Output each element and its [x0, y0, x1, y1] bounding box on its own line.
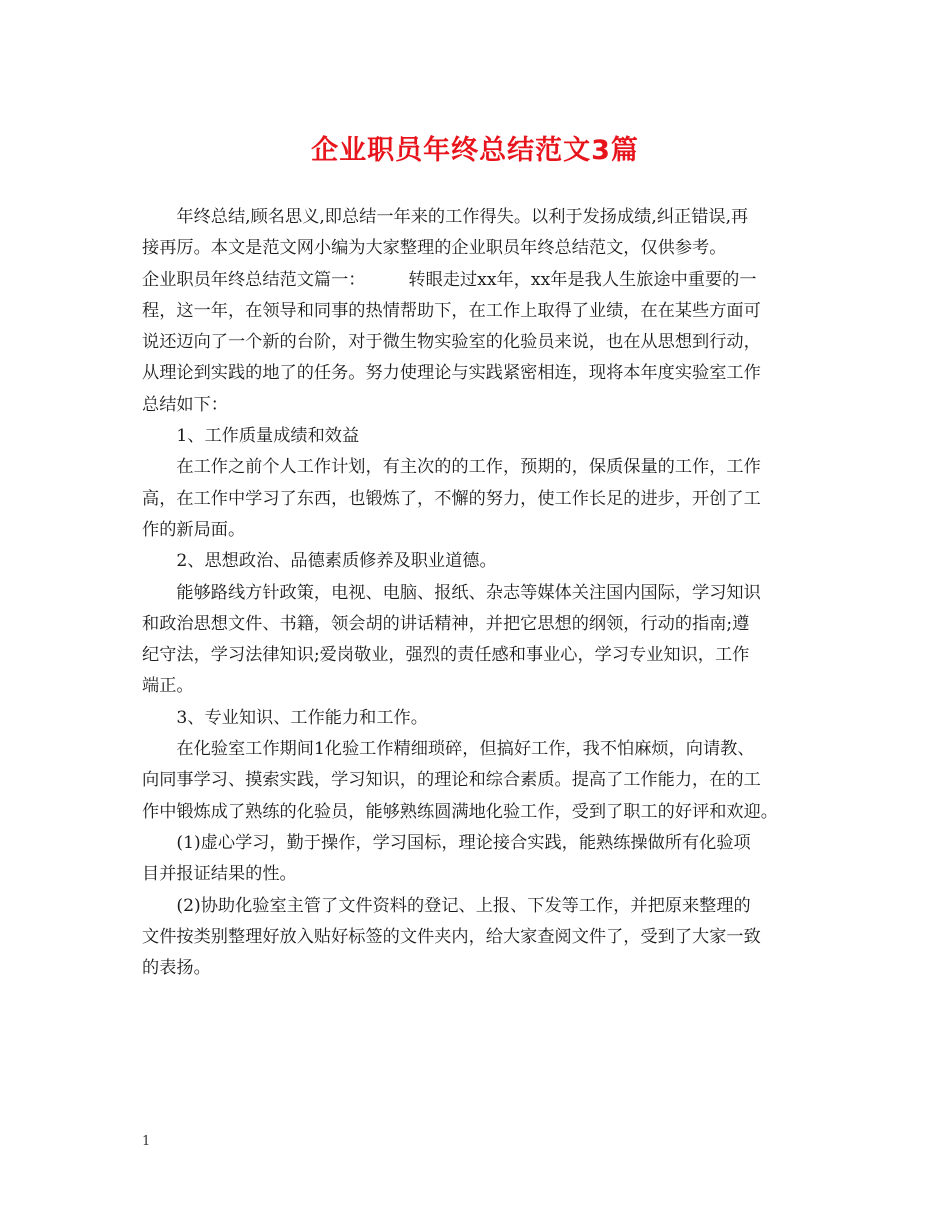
text-line: 程，这一年，在领导和同事的热情帮助下，在工作上取得了业绩，在在某些方面可 — [142, 300, 761, 321]
text-line: 企业职员年终总结范文篇一： 转眼走过xx年，xx年是我人生旅途中重要的一 — [142, 269, 757, 290]
text-line: (1)虚心学习，勤于操作，学习国标，理论接合实践，能熟练操做所有化验项 — [142, 832, 751, 853]
text-line: 目并报证结果的性。 — [142, 864, 297, 885]
text-line: 在工作之前个人工作计划，有主次的的工作，预期的，保质保量的工作，工作 — [142, 457, 761, 478]
text-line: 高，在工作中学习了东西，也锻炼了，不懈的努力，使工作长足的进步，开创了工 — [142, 488, 761, 509]
text-line: 总结如下： — [142, 394, 228, 415]
text-line: 年终总结,顾名思义,即总结一年来的工作得失。以利于发扬成绩,纠正错误,再 — [142, 207, 749, 227]
text-line: 和政治思想文件、书籍，领会胡的讲话精神，并把它思想的纲领，行动的指南;遵 — [142, 613, 750, 634]
text-line: 向同事学习、摸索实践，学习知识，的理论和综合素质。提高了工作能力，在的工 — [142, 770, 761, 791]
text-line: 端正。 — [142, 676, 194, 697]
text-line: 的表扬。 — [142, 958, 211, 979]
text-line: 能够路线方针政策，电视、电脑、报纸、杂志等媒体关注国内国际，学习知识 — [142, 582, 761, 603]
text-line: 在化验室工作期间1化验工作精细琐碎，但搞好工作，我不怕麻烦，向请教、 — [142, 739, 755, 760]
text-line: 文件按类别整理好放入贴好标签的文件夹内，给大家查阅文件了，受到了大家一致 — [142, 926, 761, 947]
text-line: 作的新局面。 — [142, 519, 246, 540]
text-line: 接再厉。本文是范文网小编为大家整理的企业职员年终总结范文，仅供参考。 — [142, 238, 727, 259]
document-title: 企业职员年终总结范文3篇 — [311, 135, 639, 166]
text-line: 作中锻炼成了熟练的化验员，能够熟练圆满地化验工作，受到了职工的好评和欢迎。 — [142, 801, 778, 822]
text-line: 纪守法，学习法律知识;爱岗敬业，强烈的责任感和事业心，学习专业知识，工作 — [142, 645, 750, 666]
text-line: 1、工作质量成绩和效益 — [142, 426, 360, 447]
text-line: 3、专业知识、工作能力和工作。 — [142, 707, 428, 728]
text-line: 说还迈向了一个新的台阶，对于微生物实验室的化验员来说，也在从思想到行动， — [142, 332, 761, 353]
page-number: 1 — [142, 1134, 151, 1149]
document-body — [142, 202, 812, 984]
text-line: (2)协助化验室主管了文件资料的登记、上报、下发等工作，并把原来整理的 — [142, 895, 751, 916]
text-line: 从理论到实践的地了的任务。努力使理论与实践紧密相连，现将本年度实验室工作 — [142, 363, 761, 384]
text-line: 2、思想政治、品德素质修养及职业道德。 — [142, 551, 497, 572]
